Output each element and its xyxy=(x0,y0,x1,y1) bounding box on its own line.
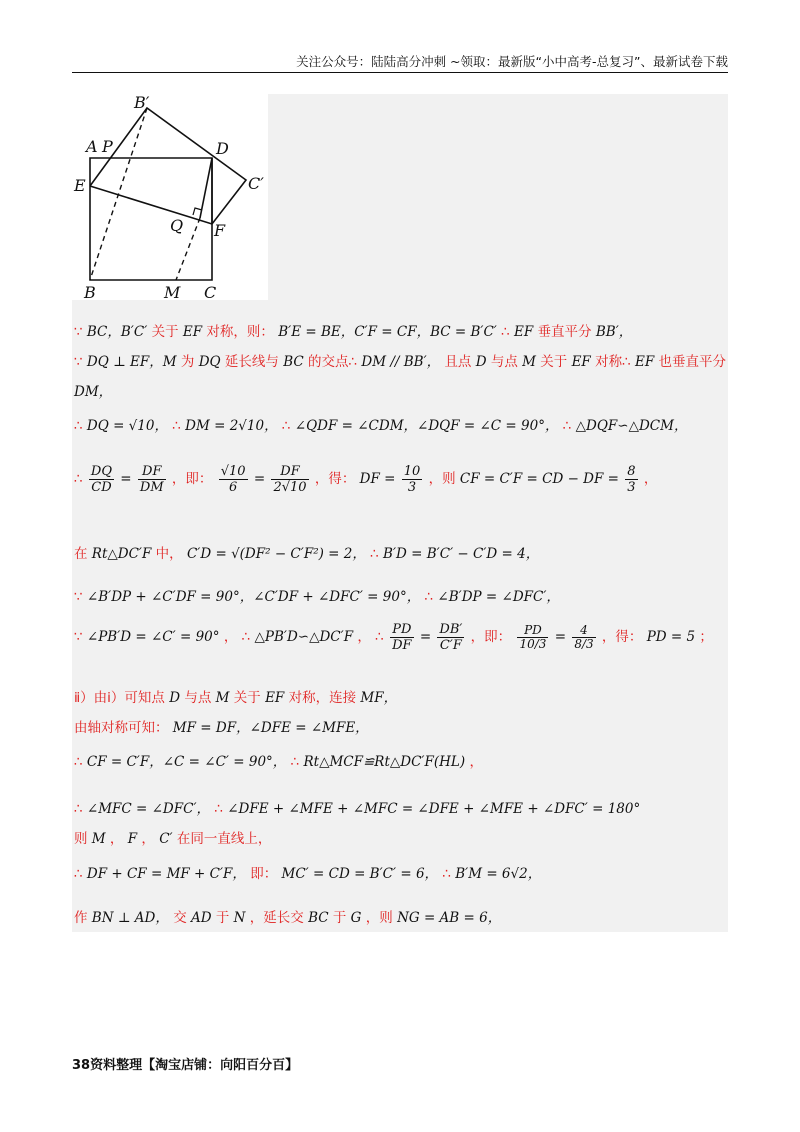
text: 对称，连接 xyxy=(288,690,357,706)
math: EF xyxy=(635,354,655,370)
numerator: 10 xyxy=(403,464,421,479)
text: ，即： xyxy=(171,471,213,487)
numerator: DF xyxy=(138,464,166,480)
text: ， xyxy=(223,629,238,645)
math: ∠QDF = ∠CDM，∠DQF = ∠C = 90°， xyxy=(294,418,559,434)
numerator: 4 xyxy=(572,624,595,638)
label-c-prime: C′ xyxy=(248,174,264,193)
math: ∠MFC = ∠DFC′， xyxy=(86,801,211,817)
math: ∠B′DP + ∠C′DF = 90°，∠C′DF + ∠DFC′ = 90°， xyxy=(86,589,421,605)
math: △DQF∽△DCM， xyxy=(575,418,688,434)
text: ，得： xyxy=(314,471,356,487)
label-m: M xyxy=(164,283,181,300)
therefore-symbol: ∴ xyxy=(74,471,83,487)
solution-line-5 xyxy=(74,464,657,495)
math: DQ xyxy=(198,354,221,370)
equals: = xyxy=(419,629,432,645)
fraction xyxy=(390,622,413,653)
math: G xyxy=(350,910,362,926)
math: ∠PB′D = ∠C′ = 90° xyxy=(86,629,220,645)
math: B′E = BE，C′F = CF，BC = B′C′ xyxy=(278,324,497,340)
fraction xyxy=(402,464,423,495)
numerator: DQ xyxy=(90,464,112,479)
label-e: E xyxy=(74,176,86,195)
fraction xyxy=(138,464,166,495)
text: ，得： xyxy=(601,629,643,645)
denominator: C′F xyxy=(439,638,462,653)
text: ； xyxy=(699,629,713,645)
therefore-symbol: ∴ xyxy=(375,629,384,645)
therefore-symbol: ∴ xyxy=(370,546,379,562)
denominator: DF xyxy=(392,638,412,653)
math: EF xyxy=(514,324,534,340)
text: 由轴对称可知： xyxy=(74,720,169,736)
numerator: DB′ xyxy=(439,622,463,637)
text: ，则 xyxy=(365,910,393,926)
text: 与点 xyxy=(490,354,518,370)
solution-line-8 xyxy=(74,622,713,653)
header-rule xyxy=(72,72,728,73)
math: M xyxy=(91,831,106,847)
therefore-symbol: ∴ xyxy=(214,801,223,817)
math: N xyxy=(233,910,246,926)
therefore-symbol: ∴ xyxy=(241,629,251,645)
solution-line-13 xyxy=(74,827,271,847)
therefore-symbol: ∴ xyxy=(290,754,300,770)
math: DM， xyxy=(74,384,113,400)
math: D xyxy=(475,354,487,370)
text: 交 xyxy=(173,910,187,926)
therefore-symbol: ∴ xyxy=(74,801,83,817)
denominator: CD xyxy=(91,480,112,495)
text: ， xyxy=(469,754,483,770)
math: BB′， xyxy=(595,324,633,340)
text: ，则 xyxy=(428,471,456,487)
solution-line-9 xyxy=(74,686,397,706)
math: BC xyxy=(283,354,304,370)
text: 关于 xyxy=(233,690,261,706)
math: EF xyxy=(265,690,285,706)
text: 为 xyxy=(180,354,195,370)
denominator: 10/3 xyxy=(519,637,547,651)
solution-line-7 xyxy=(74,585,560,605)
text: 延长线与 xyxy=(224,354,279,370)
text: 且点 xyxy=(444,354,472,370)
math: BC xyxy=(308,910,329,926)
solution-line-1 xyxy=(74,320,632,340)
text: 于 xyxy=(215,910,230,926)
math: ∠DFE + ∠MFE + ∠MFC = ∠DFE + ∠MFE + ∠DFC′ = 180° xyxy=(227,801,641,817)
because-symbol: ∵ xyxy=(74,589,83,605)
math: ∠B′DP = ∠DFC′， xyxy=(437,589,560,605)
math: F xyxy=(127,831,138,847)
denominator: 3 xyxy=(627,480,636,495)
therefore-symbol: ∴ xyxy=(501,324,510,340)
numerator: 8 xyxy=(627,464,636,479)
therefore-symbol: ∴ xyxy=(74,754,83,770)
dashed-bb xyxy=(90,108,147,280)
math: DQ ⊥ EF，M xyxy=(86,354,177,370)
math: M xyxy=(522,354,536,370)
math: C′ xyxy=(159,831,173,847)
math: B′D = B′C′ − C′D = 4， xyxy=(383,546,540,562)
segment-dq xyxy=(200,158,212,218)
numerator: PD xyxy=(390,622,413,638)
label-d: D xyxy=(216,139,229,158)
text: 也垂直平分 xyxy=(658,354,727,370)
label-q: Q xyxy=(170,216,184,235)
therefore-symbol: ∴ xyxy=(74,866,83,882)
fraction xyxy=(219,464,248,495)
geometry-figure xyxy=(72,94,268,300)
math: EF xyxy=(182,324,203,340)
folded-quadrilateral xyxy=(90,108,246,224)
fraction xyxy=(271,464,308,495)
because-symbol: ∵ xyxy=(74,324,83,340)
math: MF = DF，∠DFE = ∠MFE， xyxy=(172,720,369,736)
solution-line-14 xyxy=(74,862,541,882)
page-footer xyxy=(72,1054,298,1073)
label-b-prime: B′ xyxy=(134,94,150,112)
math: AD xyxy=(190,910,212,926)
equals: = xyxy=(120,471,132,487)
therefore-symbol: ∴ xyxy=(442,866,451,882)
numerator: √10 xyxy=(220,464,246,479)
because-symbol: ∵ xyxy=(74,354,83,370)
equals: = xyxy=(554,629,567,645)
math: DM = 2√10， xyxy=(185,418,278,434)
fraction xyxy=(89,464,114,495)
text: 在同一直线上， xyxy=(176,831,272,847)
text: 中， xyxy=(155,546,183,562)
math: MF， xyxy=(360,690,398,706)
numerator: DF xyxy=(271,464,308,480)
therefore-symbol: ∴ xyxy=(424,589,434,605)
math: PD = 5 xyxy=(646,629,696,645)
page-header: 关注公众号：陆陆高分冲刺 ~领取：最新版“小中高考-总复习”、最新试卷下载 xyxy=(296,54,728,69)
text: 对称，则： xyxy=(206,324,274,340)
page-number: 38 xyxy=(72,1058,91,1073)
math: DF + CF = MF + C′F， xyxy=(86,866,246,882)
fraction xyxy=(572,624,595,651)
fraction xyxy=(437,622,464,653)
math: D xyxy=(169,690,181,706)
math: DM // BB′， xyxy=(361,354,441,370)
geometry-diagram xyxy=(72,94,268,300)
therefore-symbol: ∴ xyxy=(74,418,83,434)
math: M xyxy=(215,690,230,706)
because-symbol: ∵ xyxy=(74,629,83,645)
label-p: P xyxy=(102,137,113,156)
math: C′D = √(DF² − C′F²) = 2， xyxy=(186,546,366,562)
text: 垂直平分 xyxy=(537,324,592,340)
denominator: 2√10 xyxy=(273,480,307,495)
text: 的交点∴ xyxy=(308,354,358,370)
text: 对称∴ xyxy=(595,354,631,370)
label-a: A xyxy=(86,137,98,156)
fraction xyxy=(517,624,548,651)
math: EF xyxy=(571,354,591,370)
text: ，即： xyxy=(470,629,512,645)
math: DF = xyxy=(359,471,396,487)
math: CF = C′F = CD − DF = xyxy=(459,471,619,487)
equals: = xyxy=(253,471,266,487)
math: Rt△DC′F xyxy=(91,546,152,562)
solution-line-6 xyxy=(74,542,539,562)
math: MC′ = CD = B′C′ = 6， xyxy=(281,866,439,882)
text: ， xyxy=(357,629,371,645)
math: BN ⊥ AD， xyxy=(91,910,169,926)
text: 在 xyxy=(74,546,88,562)
denominator: 6 xyxy=(228,480,238,495)
solution-line-11 xyxy=(74,750,483,770)
text: ， xyxy=(141,831,155,847)
text: ， xyxy=(643,471,658,487)
text: 于 xyxy=(332,910,347,926)
text: 作 xyxy=(74,910,88,926)
math: CF = C′F，∠C = ∠C′ = 90°， xyxy=(86,754,287,770)
label-b: B xyxy=(84,283,96,300)
math: DQ = √10， xyxy=(86,418,168,434)
solution-line-2 xyxy=(74,350,726,370)
denominator: 3 xyxy=(407,480,417,495)
text: 即： xyxy=(250,866,278,882)
fraction xyxy=(625,464,637,495)
text: 关于 xyxy=(151,324,179,340)
denominator: DM xyxy=(139,480,164,495)
math: B′M = 6√2， xyxy=(455,866,542,882)
therefore-symbol: ∴ xyxy=(281,418,291,434)
solution-line-3 xyxy=(74,380,112,400)
math: BC，B′C′ xyxy=(86,324,148,340)
solution-line-12 xyxy=(74,797,640,817)
solution-line-4 xyxy=(74,414,687,434)
text: ， xyxy=(109,831,124,847)
numerator: PD xyxy=(517,624,548,638)
label-f: F xyxy=(214,221,226,240)
footer-text: 资料整理【淘宝店铺：向阳百分百】 xyxy=(90,1058,299,1073)
solution-line-10 xyxy=(74,716,369,736)
solution-line-15 xyxy=(74,906,501,926)
text: 则 xyxy=(74,831,88,847)
text: 关于 xyxy=(540,354,568,370)
math: Rt△MCF≌Rt△DC′F(HL) xyxy=(303,754,466,770)
text: ，延长交 xyxy=(249,910,304,926)
text: ⅱ）由ⅰ）可知点 xyxy=(74,690,165,706)
label-c: C xyxy=(204,283,217,300)
therefore-symbol: ∴ xyxy=(172,418,181,434)
therefore-symbol: ∴ xyxy=(562,418,572,434)
math: △PB′D∽△DC′F xyxy=(254,629,354,645)
text: 与点 xyxy=(184,690,212,706)
math: NG = AB = 6， xyxy=(397,910,502,926)
denominator: 8/3 xyxy=(574,637,594,651)
